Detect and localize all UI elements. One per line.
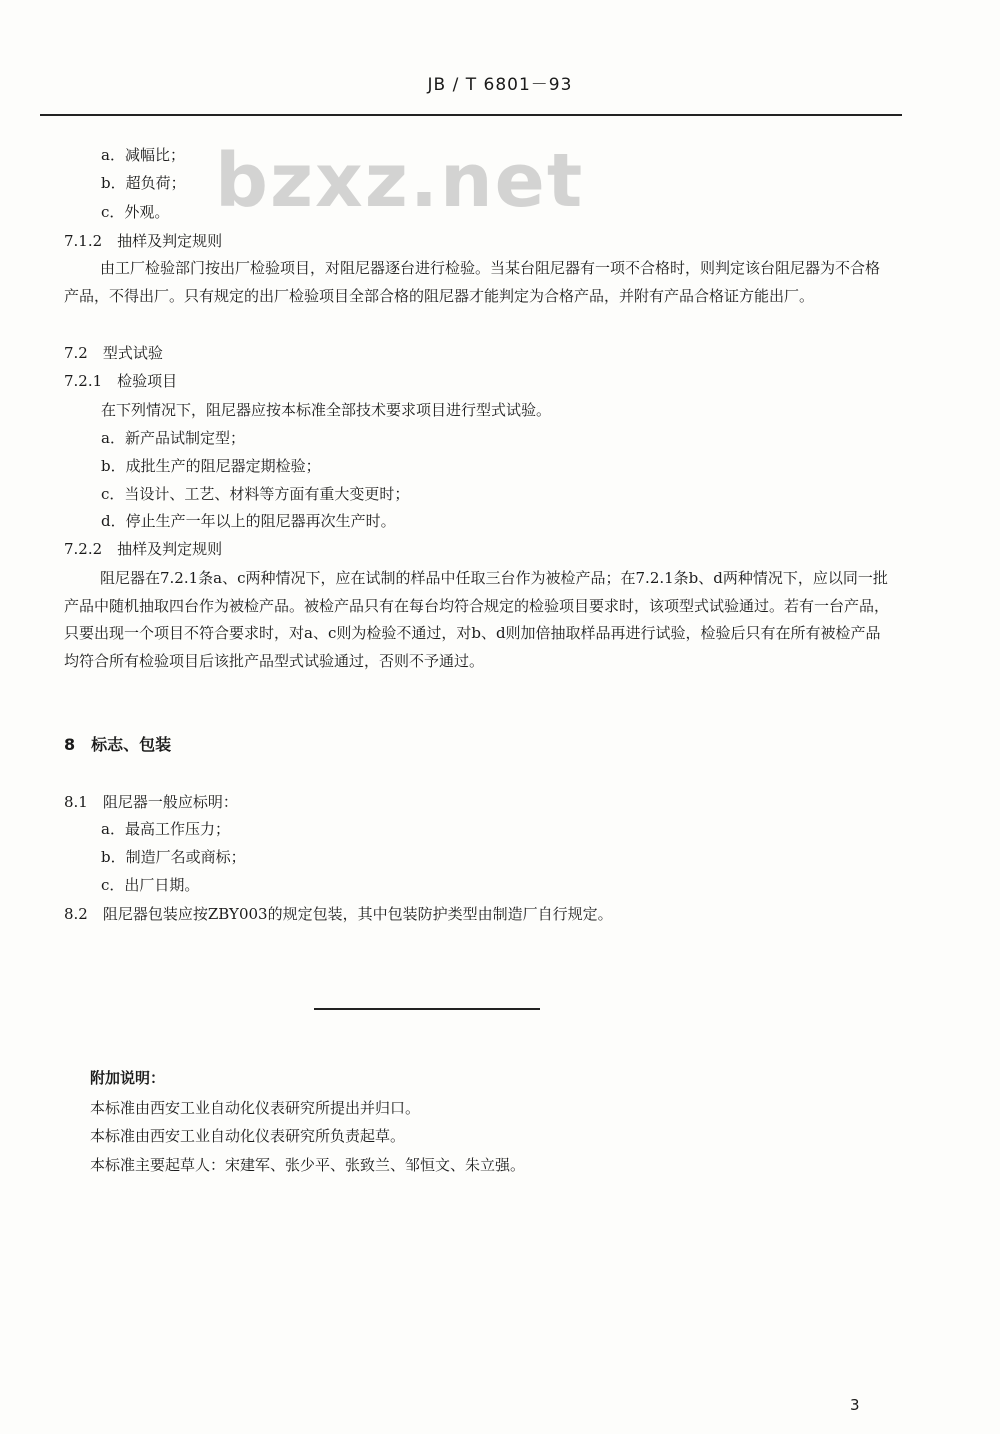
header-rule: [40, 114, 902, 116]
list-item: d．停止生产一年以上的阻尼器再次生产时。: [101, 512, 396, 530]
notes-line: 本标准由西安工业自动化仪表研究所负责起草。: [90, 1127, 406, 1145]
section-heading: 7.1.2 抽样及判定规则: [64, 232, 223, 250]
end-rule: [314, 1008, 540, 1010]
section-text: 8.2 阻尼器包装应按ZBY003的规定包装，其中包装防护类型由制造厂自行规定。: [64, 905, 613, 923]
list-item: c．出厂日期。: [101, 876, 200, 894]
section-heading: 7.2.1 检验项目: [64, 372, 178, 390]
section-heading: 8.1 阻尼器一般应标明：: [64, 793, 238, 811]
notes-title: 附加说明：: [90, 1069, 166, 1087]
list-item: c．当设计、工艺、材料等方面有重大变更时；: [101, 485, 410, 503]
chapter-heading: 8 标志、包装: [64, 735, 172, 754]
list-item: a．最高工作压力；: [101, 820, 230, 838]
watermark: bzxz.net: [215, 138, 585, 224]
paragraph: 在下列情况下，阻尼器应按本标准全部技术要求项目进行型式试验。: [101, 401, 552, 419]
list-item: b．成批生产的阻尼器定期检验；: [101, 457, 321, 475]
section-heading: 7.2.2 抽样及判定规则: [64, 540, 223, 558]
notes-line: 本标准由西安工业自动化仪表研究所提出并归口。: [90, 1099, 421, 1117]
list-item: b．制造厂名或商标；: [101, 848, 246, 866]
list-item: b．超负荷；: [101, 174, 186, 192]
page-number: 3: [850, 1396, 860, 1414]
section-heading: 7.2 型式试验: [64, 344, 163, 362]
list-item: a．减幅比；: [101, 146, 185, 164]
list-item: a．新产品试制定型；: [101, 429, 245, 447]
paragraph: 阻尼器在7.2.1条a、c两种情况下，应在试制的样品中任取三台作为被检产品；在7.2.1条b、d两种情况下，应以同一批产品中随机抽取四台作为被检产品。被检产品只有在每台均符合规定的检验项目要求时，该项型式试验通过。若有一台产品，只要出现一个项目不符合要求时，对a、c则为检验不通过，对b、d则加倍抽取样品再进行试验，检验后只有在所有被检产品均符合所有检验项目后该批产品型式试验通过，否则不予通过。: [64, 569, 890, 670]
list-item: c．外观。: [101, 203, 170, 221]
paragraph: 由工厂检验部门按出厂检验项目，对阻尼器逐台进行检验。当某台阻尼器有一项不合格时，则判定该台阻尼器为不合格产品，不得出厂。只有规定的出厂检验项目全部合格的阻尼器才能判定为合格产品，并附有产品合格证方能出厂。: [64, 259, 881, 305]
notes-line: 本标准主要起草人：宋建军、张少平、张致兰、邹恒文、朱立强。: [90, 1156, 526, 1174]
page-header: JB / T 6801－93: [427, 75, 573, 95]
